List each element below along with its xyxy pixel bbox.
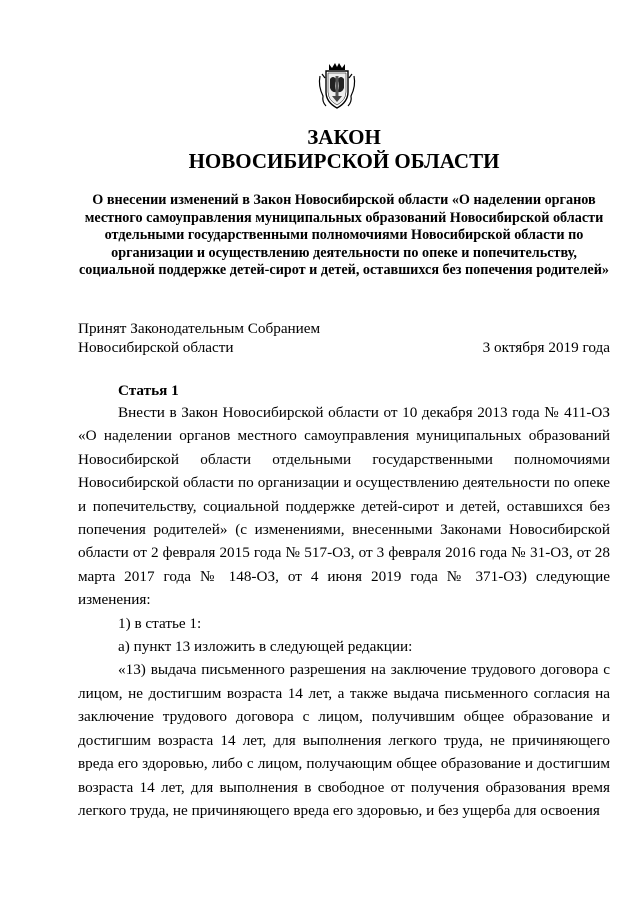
article-paragraph: Внести в Закон Новосибирской области от 10 декабря 2013 года № 411-ОЗ «О наделении органов местного самоуправления муниципальных образований Новосибирской области отдельными государственными полномочиями Новосибирской области по организации и осуществлению деятельности по опеке и попечительству, социальной поддержке детей-сирот и детей, оставшихся без попечения родителей» (с изменениями, внесенными Законами Новосибирской области от 2 февраля 2015 года № 517-ОЗ, от 3 февраля 2016 года № 31-ОЗ, от 28 марта 2017 года № 148-ОЗ, от 4 июня 2019 года № 371-ОЗ) следующие изменения: xyxy=(78,404,610,609)
article-paragraph: 1) в статье 1: xyxy=(118,614,202,632)
coat-of-arms-icon xyxy=(317,62,357,110)
document-title-line-2: НОВОСИБИРСКОЙ ОБЛАСТИ xyxy=(188,149,500,173)
document-subject: О внесении изменений в Закон Новосибирской области «О наделении органов местного самоуправления муниципальных образований Новосибирской области отдельными государственными полномочиями Новосибирской области по организации и осуществлению деятельности по опеке и попечительству, социальной поддержке детей-сирот и детей, оставшихся без попечения родителей» xyxy=(79,192,609,279)
article-title: Статья 1 xyxy=(118,382,179,399)
article-body xyxy=(78,401,610,822)
article-paragraph: а) пункт 13 изложить в следующей редакции: xyxy=(118,638,413,656)
adoption-line-1: Принят Законодательным Собранием xyxy=(78,320,321,337)
adoption-line-2: Новосибирской области xyxy=(78,339,234,356)
article-paragraph: «13) выдача письменного разрешения на заключение трудового договора с лицом, не достигшим возраста 14 лет, а также выдача письменного согласия на заключение трудового договора с лицом, получившим общее образование и достигшим возраста 14 лет, для выполнения легкого труда, не причиняющего вреда его здоровью, либо с лицом, получающим общее образование и достигшим возраста 14 лет, для выполнения в свободное от получения образования время легкого труда, не причиняющего вреда его здоровью, и без ущерба для освоения xyxy=(78,661,610,819)
adoption-block xyxy=(78,319,610,357)
adoption-date: 3 октября 2019 года xyxy=(482,339,610,356)
document-title-line-1: ЗАКОН xyxy=(307,125,381,149)
